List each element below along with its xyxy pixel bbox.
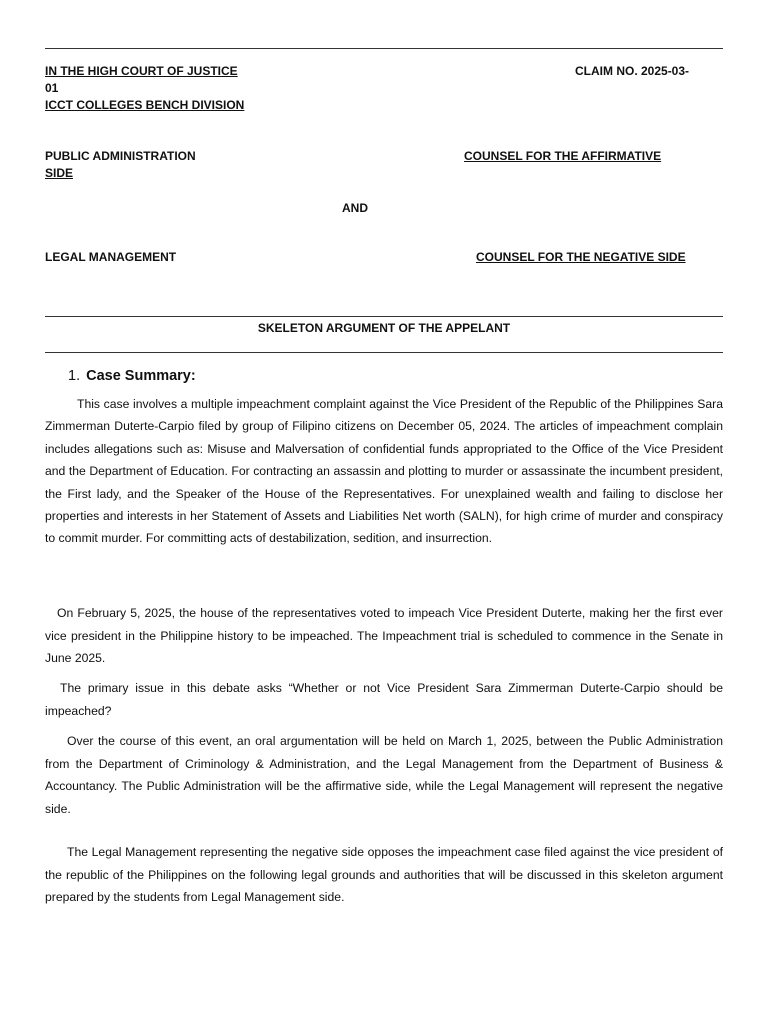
section-heading [68, 368, 196, 384]
counsel-affirmative: COUNSEL FOR THE AFFIRMATIVE [464, 149, 662, 163]
and-conjunction: AND [342, 201, 368, 215]
division-name: ICCT COLLEGES BENCH DIVISION [45, 98, 245, 112]
title-bottom-rule [45, 352, 723, 353]
claim-number-continued: 01 [45, 81, 59, 95]
court-name: IN THE HIGH COURT OF JUSTICE [45, 64, 238, 78]
paragraph-primary-issue: The primary issue in this debate asks “Whether or not Vice President Sara Zimmerman Duterte-Carpio should be impeached? [45, 681, 723, 718]
document-title: SKELETON ARGUMENT OF THE APPELANT [257, 321, 511, 335]
counsel-affirmative-continued: SIDE [45, 166, 74, 180]
section-number: 1. [68, 368, 81, 384]
section-title: Case Summary: [86, 368, 196, 384]
counsel-negative: COUNSEL FOR THE NEGATIVE SIDE [476, 250, 686, 264]
party-negative: LEGAL MANAGEMENT [45, 250, 177, 264]
party-affirmative: PUBLIC ADMINISTRATION [45, 149, 196, 163]
paragraph-case-summary: This case involves a multiple impeachment complaint against the Vice President of the Republic of the Philippines Sara Zimmerman Duterte-Carpio filed by group of Filipino citizens on December 05, 2024. The articles of impeachment complain includes allegations such as: Misuse and Malversation of confidential funds appropriated to the Office of the Vice President and the Department of Education. For contracting an assassin and plotting to murder or assassinate the incumbent president, the First lady, and the Speaker of the House of the Representatives. For unexplained wealth and failing to disclose her properties and interests in her Statement of Assets and Liabilities Net worth (SALN), for high crime of murder and conspiracy to commit murder. For committing acts of destabilization, sedition, and insurrection. [45, 397, 723, 546]
claim-number: CLAIM NO. 2025-03- [575, 64, 690, 78]
top-rule [45, 48, 723, 49]
paragraph-negative-side: The Legal Management representing the negative side opposes the impeachment case filed against the vice president of the republic of the Philippines on the following legal grounds and authorities that will be discussed in this skeleton argument prepared by the students from Legal Management side. [45, 845, 723, 904]
paragraph-oral-argumentation: Over the course of this event, an oral argumentation will be held on March 1, 2025, between the Public Administration from the Department of Criminology & Administration, and the Legal Management from the Department of Business & Accountancy. The Public Administration will be the affirmative side, while the Legal Management will represent the negative side. [45, 734, 723, 816]
title-top-rule [45, 316, 723, 317]
paragraph-impeachment-vote: On February 5, 2025, the house of the representatives voted to impeach Vice President Duterte, making her the first ever vice president in the Philippine history to be impeached. The Impeachment trial is scheduled to commence in the Senate in June 2025. [45, 606, 723, 665]
